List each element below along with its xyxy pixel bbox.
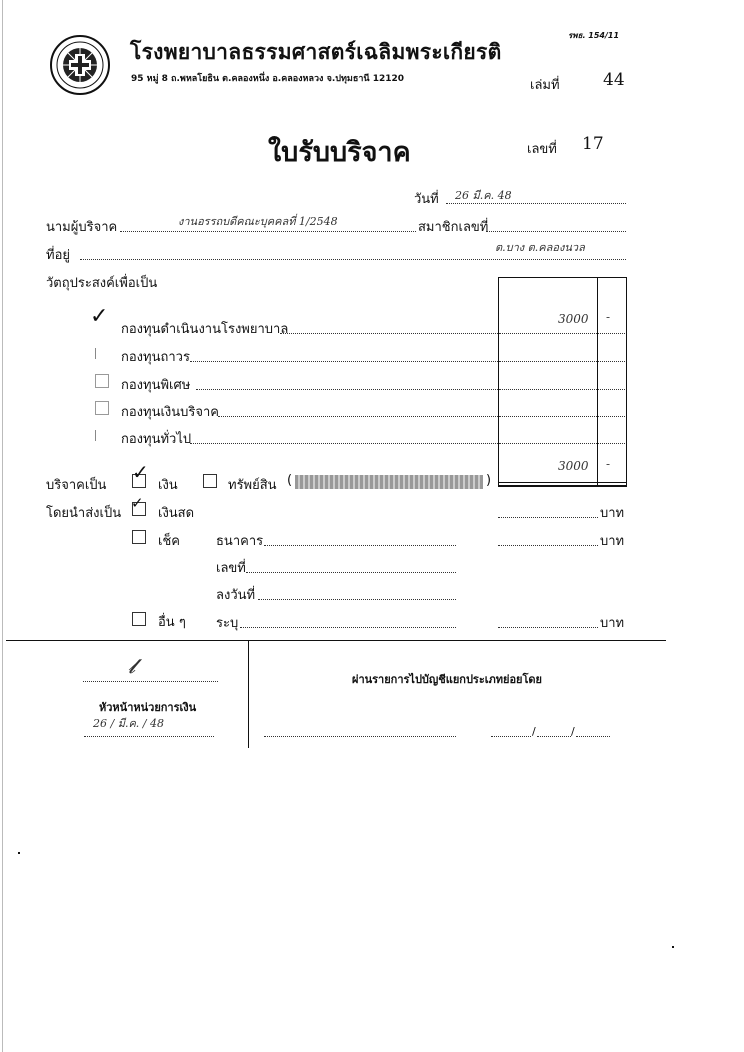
fund-label: กองทุนเงินบริจาค: [121, 405, 220, 420]
fund-label: กองทุนพิเศษ: [121, 378, 191, 393]
date-slash: /: [532, 725, 536, 738]
checkbox-edge: [95, 430, 96, 441]
hospital-name: โรงพยาบาลธรรมศาสตร์เฉลิมพระเกียรติ: [130, 40, 502, 64]
form-title: ใบรับบริจาค: [268, 137, 411, 168]
footer-vertical-divider: [248, 640, 249, 748]
bank-line: [264, 545, 456, 546]
other-label: อื่น ๆ: [158, 615, 186, 630]
cheque-number-line: [246, 572, 456, 573]
fund-dotted-line: [218, 416, 498, 417]
fund-dotted-line: [196, 389, 498, 390]
baht-label: บาท: [600, 534, 625, 549]
fund-dotted-line: [190, 361, 498, 362]
cash-label: เงิน: [158, 478, 178, 493]
specify-label: ระบุ: [216, 616, 239, 631]
amount-table-divider: [597, 277, 598, 487]
cash-amount-line: [498, 517, 598, 518]
donation-type-label: บริจาคเป็น: [46, 478, 107, 493]
book-label: เล่มที่: [530, 78, 560, 93]
book-number: 44: [603, 70, 625, 90]
member-number-line: [486, 231, 626, 232]
delivery-label: โดยนำส่งเป็น: [46, 506, 122, 521]
posting-month-line: [537, 736, 571, 737]
fund-label: กองทุนทั่วไป: [121, 432, 192, 447]
other-amount-line: [498, 627, 598, 628]
check-mark-icon: ✓: [90, 304, 109, 329]
fund-label: กองทุนดำเนินงานโรงพยาบาล: [121, 322, 289, 337]
fund-dotted-line: [280, 333, 498, 334]
signature: 𝓵: [128, 654, 136, 678]
hospital-address: 95 หมู่ 8 ถ.พหลโยธิน ต.คลองหนึ่ง อ.คลองหลวง จ.ปทุมธานี 12120: [131, 74, 405, 84]
cheque-amount-line: [498, 545, 598, 546]
fund-dotted-line: [190, 443, 498, 444]
member-number-label: สมาชิกเลขที่: [418, 220, 489, 235]
bank-label: ธนาคาร: [216, 534, 264, 549]
posting-label: ผ่านรายการไปบัญชีแยกประเภทย่อยโดย: [352, 673, 543, 686]
finance-date-handwritten: 26 / มี.ค. / 48: [93, 717, 164, 730]
baht-label: บาท: [600, 506, 625, 521]
other-checkbox[interactable]: [132, 612, 146, 626]
total-underline-1: [498, 482, 626, 483]
donor-name-handwritten: งานอรรถบดีคณะบุคคลที่ 1/2548: [178, 215, 338, 228]
fund-satang-line: [598, 416, 625, 417]
address-handwritten: ต.บาง ต.คลองนวล: [495, 241, 585, 254]
fund-satang-line: [598, 333, 625, 334]
scan-speck: [18, 852, 20, 854]
footer-divider: [6, 640, 666, 641]
fund-label: กองทุนถาวร: [121, 350, 190, 365]
fund-checkbox[interactable]: [95, 374, 109, 388]
form-code: รพธ. 154/11: [568, 31, 620, 40]
asset-label: ทรัพย์สิน: [228, 478, 277, 493]
posting-year-line: [576, 736, 610, 737]
fund-amount-line: [499, 333, 597, 334]
cheque-date-line: [258, 599, 456, 600]
checkbox-edge: [95, 348, 96, 359]
date-label: วันที่: [414, 192, 439, 207]
receipt-number: 17: [582, 134, 604, 154]
posting-signature-line: [264, 736, 456, 737]
cheque-checkbox[interactable]: [132, 530, 146, 544]
scan-speck: [672, 946, 674, 948]
donor-name-label: นามผู้บริจาค: [46, 220, 118, 235]
fund-satang: -: [606, 310, 611, 324]
fund-satang-line: [598, 389, 625, 390]
fund-checkbox[interactable]: [95, 401, 109, 415]
posting-day-line: [491, 736, 531, 737]
total-amount: 3000: [558, 459, 589, 473]
check-mark-icon: ✓: [132, 460, 149, 484]
total-underline-2: [498, 485, 626, 486]
receipt-number-label: เลขที่: [527, 142, 557, 157]
finance-head-label: หัวหน้าหน่วยการเงิน: [99, 701, 197, 714]
purpose-label: วัตถุประสงค์เพื่อเป็น: [46, 276, 158, 291]
amount-table: [498, 277, 627, 487]
baht-label: บาท: [600, 616, 625, 631]
cheque-label: เช็ค: [158, 534, 180, 549]
donor-name-line: [120, 231, 416, 232]
specify-line: [240, 627, 456, 628]
cash-delivery-label: เงินสด: [158, 506, 195, 521]
finance-date-line: [84, 736, 214, 737]
fund-amount: 3000: [558, 312, 589, 326]
fund-satang-line: [598, 361, 625, 362]
check-mark-icon: ✓: [131, 494, 144, 512]
date-slash: /: [571, 725, 575, 738]
asset-scribble: [295, 475, 483, 489]
cheque-number-label: เลขที่: [216, 561, 246, 576]
total-satang: -: [606, 457, 611, 471]
hospital-logo: [49, 34, 111, 96]
date-handwritten: 26 มี.ค. 48: [455, 189, 512, 202]
signature-line: [83, 681, 218, 682]
fund-amount-line: [499, 361, 597, 362]
asset-paren-open: (: [287, 473, 293, 488]
fund-amount-line: [499, 389, 597, 390]
fund-satang-line: [598, 443, 625, 444]
fund-amount-line: [499, 443, 597, 444]
address-label: ที่อยู่: [46, 248, 70, 263]
asset-paren-close: ): [486, 473, 492, 488]
address-line: [80, 259, 626, 260]
fund-amount-line: [499, 416, 597, 417]
cheque-date-label: ลงวันที่: [216, 588, 256, 603]
scan-edge: [2, 0, 3, 1052]
asset-checkbox[interactable]: [203, 474, 217, 488]
